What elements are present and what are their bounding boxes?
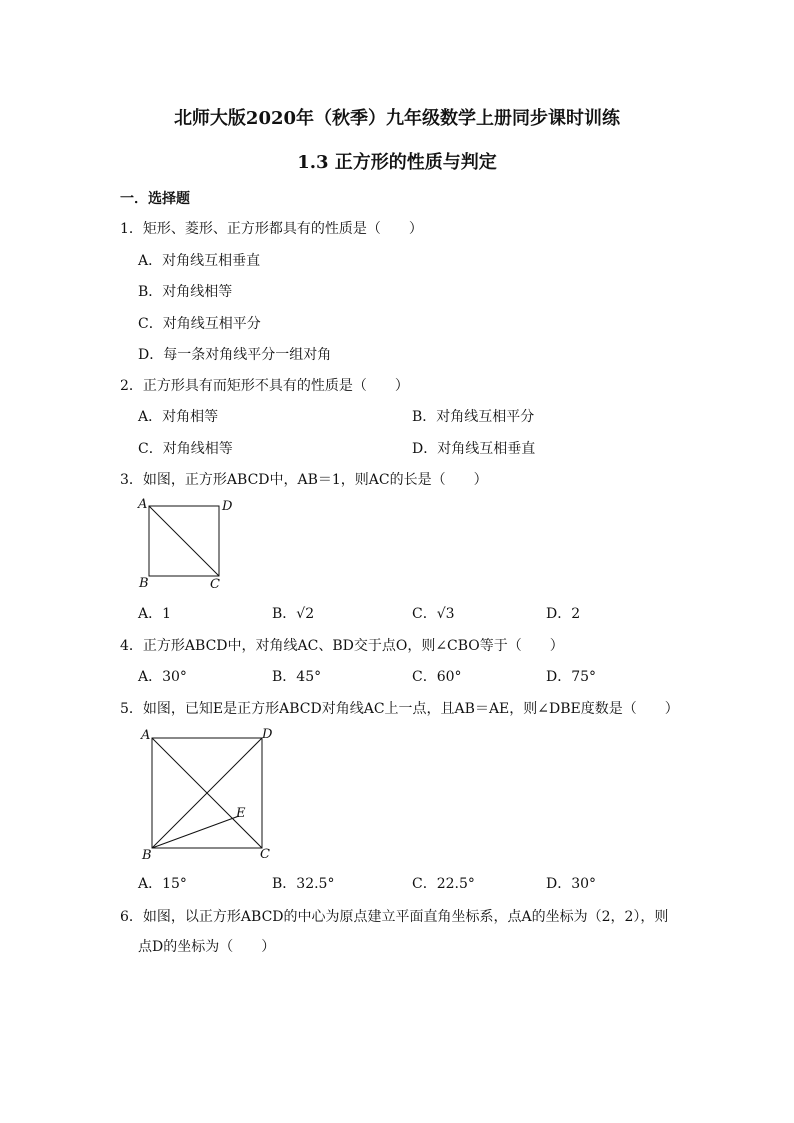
question-2-option-a: A．对角相等 bbox=[138, 409, 219, 425]
question-3-option-b: B．√2 bbox=[272, 606, 315, 622]
question-5-option-b: B．32.5° bbox=[272, 876, 335, 892]
label-b: B bbox=[139, 576, 149, 591]
question-3-square-figure bbox=[130, 494, 240, 594]
question-2-option-d: D．对角线互相垂直 bbox=[412, 441, 536, 457]
question-1-option-d: D．每一条对角线平分一组对角 bbox=[138, 347, 332, 363]
label-c: C bbox=[210, 577, 220, 592]
question-3-option-d: D．2 bbox=[546, 606, 581, 622]
question-2-option-b: B．对角线互相平分 bbox=[412, 409, 535, 425]
question-3-stem: 3．如图，正方形ABCD中，AB＝1，则AC的长是（ ） bbox=[120, 472, 488, 488]
question-1-option-b: B．对角线相等 bbox=[138, 284, 233, 300]
question-6-stem-line2: 点D的坐标为（ ） bbox=[138, 939, 276, 955]
question-4-option-d: D．75° bbox=[546, 669, 597, 685]
question-4-option-a: A．30° bbox=[138, 669, 187, 685]
question-1-option-c: C．对角线互相平分 bbox=[138, 316, 261, 332]
question-6-stem-line1: 6．如图，以正方形ABCD的中心为原点建立平面直角坐标系，点A的坐标为（2，2），则 bbox=[120, 909, 669, 925]
question-4-option-b: B．45° bbox=[272, 669, 322, 685]
segment-be bbox=[152, 816, 239, 848]
question-1-stem: 1．矩形、菱形、正方形都具有的性质是（ ） bbox=[120, 221, 423, 237]
question-5-square-figure bbox=[130, 722, 290, 867]
question-5-stem: 5．如图，已知E是正方形ABCD对角线AC上一点，且AB＝AE，则∠DBE度数是（ ） bbox=[120, 701, 679, 717]
question-5-option-c: C．22.5° bbox=[412, 876, 475, 892]
question-5-option-d: D．30° bbox=[546, 876, 597, 892]
label-e: E bbox=[236, 806, 246, 821]
document-title: 北师大版2020年（秋季）九年级数学上册同步课时训练 bbox=[173, 108, 621, 129]
label-d: D bbox=[262, 727, 273, 742]
label-b: B bbox=[142, 848, 152, 863]
question-2-option-c: C．对角线相等 bbox=[138, 441, 233, 457]
label-a: A bbox=[138, 497, 148, 512]
label-d: D bbox=[222, 499, 233, 514]
question-5-option-a: A．15° bbox=[138, 876, 187, 892]
lesson-title: 1.3 正方形的性质与判定 bbox=[297, 152, 497, 173]
question-3-option-c: C．√3 bbox=[412, 606, 455, 622]
section-heading: 一．选择题 bbox=[120, 191, 190, 207]
diagonal-ac bbox=[149, 506, 219, 576]
question-4-option-c: C．60° bbox=[412, 669, 462, 685]
label-a: A bbox=[141, 728, 151, 743]
question-2-stem: 2．正方形具有而矩形不具有的性质是（ ） bbox=[120, 378, 409, 394]
question-4-stem: 4．正方形ABCD中，对角线AC、BD交于点O，则∠CBO等于（ ） bbox=[120, 638, 564, 654]
label-c: C bbox=[260, 847, 270, 862]
question-1-option-a: A．对角线互相垂直 bbox=[138, 253, 261, 269]
question-3-option-a: A．1 bbox=[138, 606, 172, 622]
